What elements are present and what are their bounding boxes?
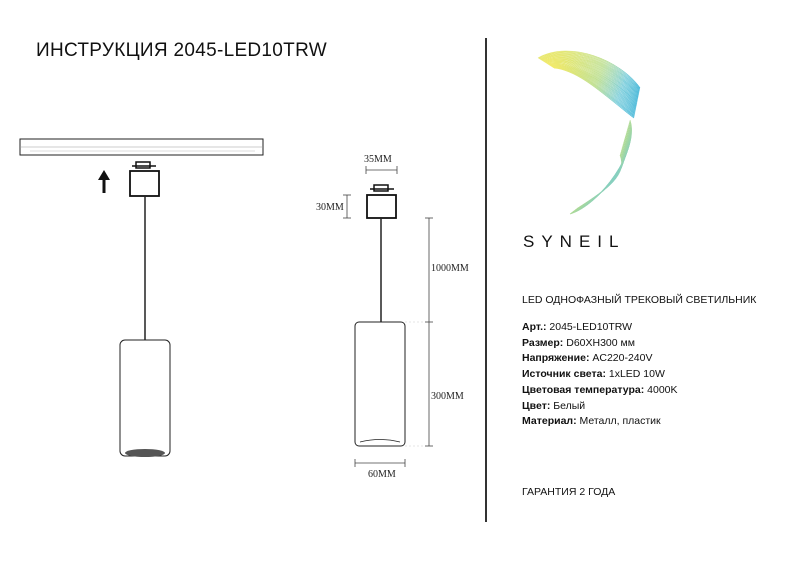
logo-stroke bbox=[578, 153, 623, 208]
logo-stroke bbox=[571, 124, 630, 213]
spec-row-size bbox=[522, 336, 678, 352]
logo-stroke bbox=[578, 155, 622, 208]
dimension-diameter: 60MM bbox=[368, 469, 396, 480]
brand-name: SYNEIL bbox=[523, 232, 626, 251]
logo-stroke bbox=[577, 149, 624, 209]
track-adapter bbox=[130, 162, 159, 196]
logo-stroke bbox=[576, 145, 625, 209]
logo-stroke bbox=[570, 122, 630, 214]
vertical-divider bbox=[485, 38, 487, 522]
logo-stroke bbox=[570, 121, 631, 214]
logo-stroke bbox=[570, 120, 632, 214]
insert-arrow-icon bbox=[98, 170, 110, 193]
spec-value: Белый bbox=[550, 399, 586, 412]
dimension-adapter-width: 35MM bbox=[364, 154, 392, 165]
spec-value: 2045-LED10TRW bbox=[546, 321, 633, 333]
logo-stroke bbox=[576, 147, 624, 210]
logo-stroke bbox=[571, 123, 631, 213]
spec-label: Напряжение: bbox=[522, 352, 590, 365]
spec-label: Материал: bbox=[522, 415, 577, 428]
warranty-text: ГАРАНТИЯ 2 ГОДА bbox=[522, 486, 616, 498]
dimension-cable-length: 1000MM bbox=[431, 263, 469, 274]
spec-value: AC220-240V bbox=[589, 352, 653, 365]
spec-label: Цвет: bbox=[522, 399, 551, 412]
spec-label: Арт.: bbox=[522, 321, 547, 333]
spec-value: Металл, пластик bbox=[576, 415, 661, 428]
spec-row-voltage bbox=[522, 351, 678, 367]
logo-stroke bbox=[575, 143, 625, 210]
logo-stroke bbox=[576, 144, 625, 209]
spec-list bbox=[522, 320, 678, 430]
logo-stroke bbox=[571, 125, 630, 213]
spec-label: Источник света: bbox=[522, 368, 606, 381]
dimension-drawing bbox=[343, 166, 433, 467]
spec-label: Цветовая температура: bbox=[522, 383, 645, 396]
lamp-body bbox=[120, 340, 170, 457]
spec-row-light-source bbox=[522, 367, 678, 383]
logo-stroke bbox=[575, 142, 625, 210]
product-description: LED ОДНОФАЗНЫЙ ТРЕКОВЫЙ СВЕТИЛЬНИК bbox=[522, 294, 757, 306]
dimension-adapter-height: 30MM bbox=[316, 202, 344, 213]
spec-value: 4000K bbox=[644, 383, 678, 396]
spec-row-article bbox=[522, 320, 678, 336]
spec-row-material bbox=[522, 414, 678, 430]
spec-value: D60XH300 мм bbox=[563, 336, 635, 349]
dimension-body-height: 300MM bbox=[431, 391, 464, 402]
document-title: ИНСТРУКЦИЯ 2045-LED10TRW bbox=[36, 40, 327, 61]
brand-logo-icon bbox=[538, 51, 640, 214]
spec-row-color bbox=[522, 399, 678, 415]
logo-stroke bbox=[577, 151, 623, 209]
logo-stroke bbox=[577, 150, 623, 209]
track-rail bbox=[20, 139, 263, 155]
logo-stroke bbox=[571, 126, 629, 213]
spec-value: 1xLED 10W bbox=[605, 368, 665, 381]
logo-stroke bbox=[578, 154, 622, 208]
logo-stroke bbox=[577, 152, 622, 209]
spec-label: Размер: bbox=[522, 336, 564, 349]
logo-stroke bbox=[572, 127, 630, 212]
logo-stroke bbox=[576, 148, 623, 210]
spec-row-color-temperature bbox=[522, 383, 678, 399]
